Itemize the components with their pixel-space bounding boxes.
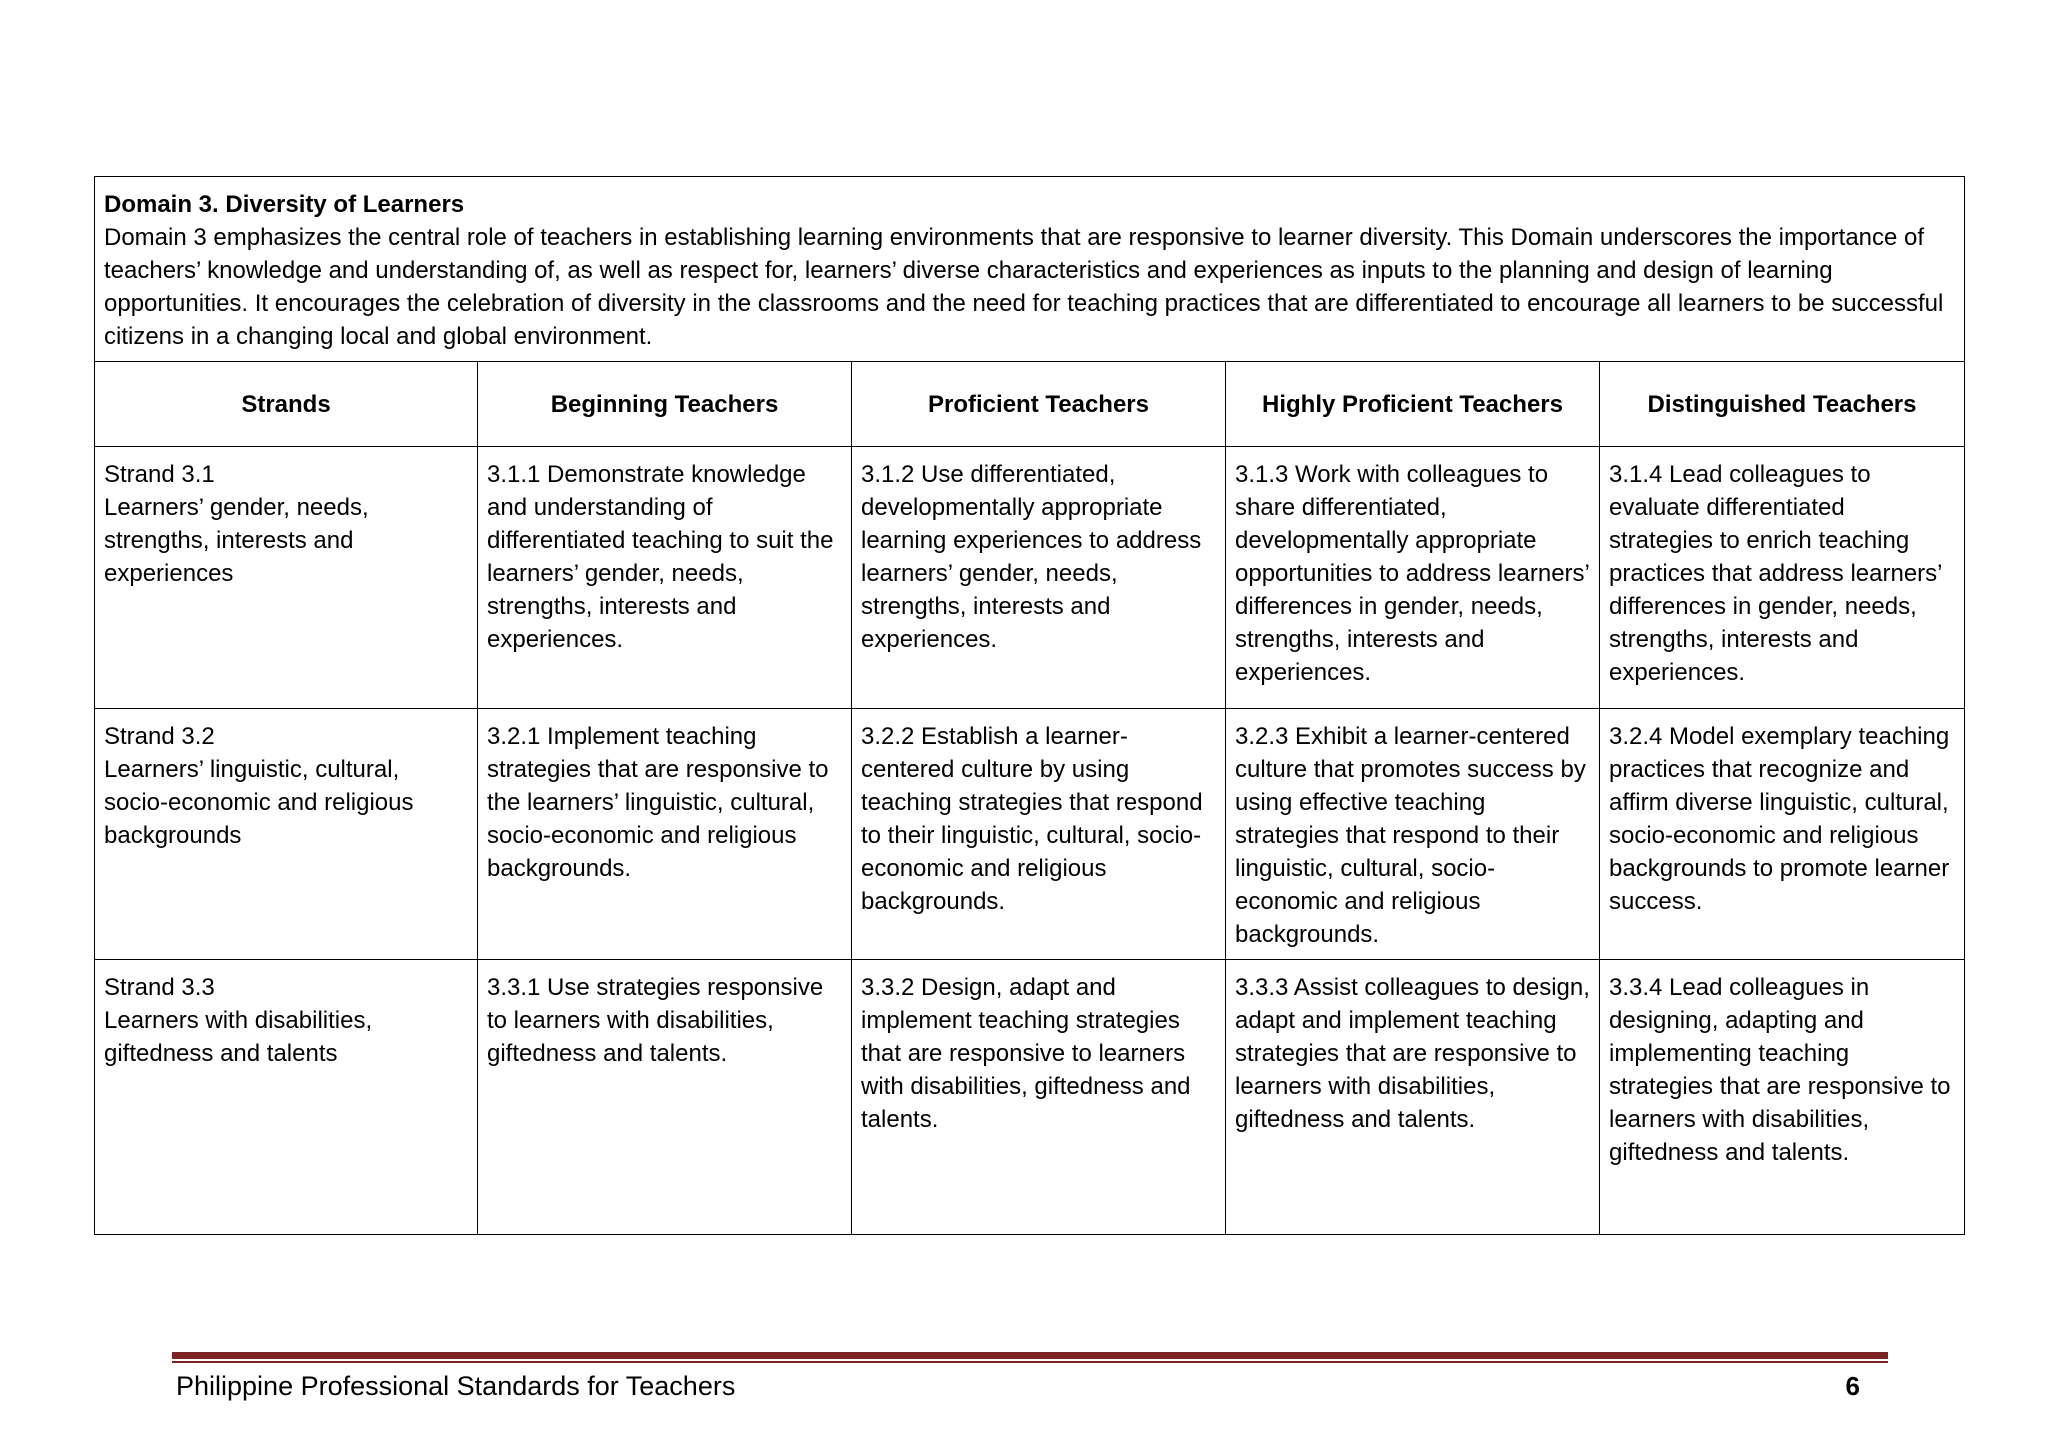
strand-cell [95, 709, 478, 960]
header-highly-proficient: Highly Proficient Teachers [1226, 362, 1600, 447]
footer-title: Philippine Professional Standards for Teachers [176, 1371, 736, 1401]
strand-name: Learners’ gender, needs, strengths, interests and experiences [104, 494, 369, 587]
domain-cell [95, 177, 1965, 362]
highly-proficient-cell: 3.3.3 Assist colleagues to design, adapt and implement teaching strategies that are responsive to learners with disabilities, giftedness and talents. [1226, 960, 1600, 1235]
header-distinguished: Distinguished Teachers [1600, 362, 1965, 447]
proficient-cell: 3.1.2 Use differentiated, developmentally appropriate learning experiences to address learners’ gender, needs, strengths, interests and experiences. [852, 447, 1226, 709]
header-proficient: Proficient Teachers [852, 362, 1226, 447]
strand-id: Strand 3.3 [104, 974, 215, 1001]
strand-id: Strand 3.2 [104, 723, 215, 750]
page-number: 6 [1845, 1371, 1860, 1401]
strand-name: Learners with disabilities, giftedness and talents [104, 1007, 373, 1067]
strand-cell [95, 960, 478, 1235]
footer-rule-thin [172, 1361, 1888, 1363]
distinguished-cell: 3.3.4 Lead colleagues in designing, adapting and implementing teaching strategies that are responsive to learners with disabilities, giftedness and talents. [1600, 960, 1965, 1235]
domain-description: Domain 3 emphasizes the central role of teachers in establishing learning environments that are responsive to learner diversity. This Domain underscores the importance of teachers’ knowledge and understanding of, as well as respect for, learners’ diverse characteristics and experiences as inputs to the planning and design of learning opportunities. It encourages the celebration of diversity in the classrooms and the need for teaching practices that are differentiated to encourage all learners to be successful citizens in a changing local and global environment. [104, 224, 1944, 350]
strand-cell [95, 447, 478, 709]
beginning-cell: 3.1.1 Demonstrate knowledge and understanding of differentiated teaching to suit the learners’ gender, needs, strengths, interests and experiences. [478, 447, 852, 709]
domain-row [95, 177, 1965, 362]
distinguished-cell: 3.2.4 Model exemplary teaching practices that recognize and affirm diverse linguistic, cultural, socio-economic and religious backgrounds to promote learner success. [1600, 709, 1965, 960]
domain-title: Domain 3. Diversity of Learners [104, 191, 465, 218]
beginning-cell: 3.2.1 Implement teaching strategies that are responsive to the learners’ linguistic, cultural, socio-economic and religious backgrounds. [478, 709, 852, 960]
highly-proficient-cell: 3.1.3 Work with colleagues to share differentiated, developmentally appropriate opportunities to address learners’ differences in gender, needs, strengths, interests and experiences. [1226, 447, 1600, 709]
proficient-cell: 3.3.2 Design, adapt and implement teaching strategies that are responsive to learners with disabilities, giftedness and talents. [852, 960, 1226, 1235]
table-header-row [95, 362, 1965, 447]
footer-rule [172, 1352, 1888, 1359]
header-beginning: Beginning Teachers [478, 362, 852, 447]
table-row [95, 960, 1965, 1235]
distinguished-cell: 3.1.4 Lead colleagues to evaluate differentiated strategies to enrich teaching practices that address learners’ differences in gender, needs, strengths, interests and experiences. [1600, 447, 1965, 709]
header-strands: Strands [95, 362, 478, 447]
highly-proficient-cell: 3.2.3 Exhibit a learner-centered culture that promotes success by using effective teaching strategies that respond to their linguistic, cultural, socio-economic and religious backgrounds. [1226, 709, 1600, 960]
strand-name: Learners’ linguistic, cultural, socio-economic and religious backgrounds [104, 756, 414, 849]
proficient-cell: 3.2.2 Establish a learner-centered culture by using teaching strategies that respond to their linguistic, cultural, socio-economic and religious backgrounds. [852, 709, 1226, 960]
table-row [95, 709, 1965, 960]
standards-table [94, 176, 1965, 1235]
beginning-cell: 3.3.1 Use strategies responsive to learners with disabilities, giftedness and talents. [478, 960, 852, 1235]
table-row [95, 447, 1965, 709]
strand-id: Strand 3.1 [104, 461, 215, 488]
